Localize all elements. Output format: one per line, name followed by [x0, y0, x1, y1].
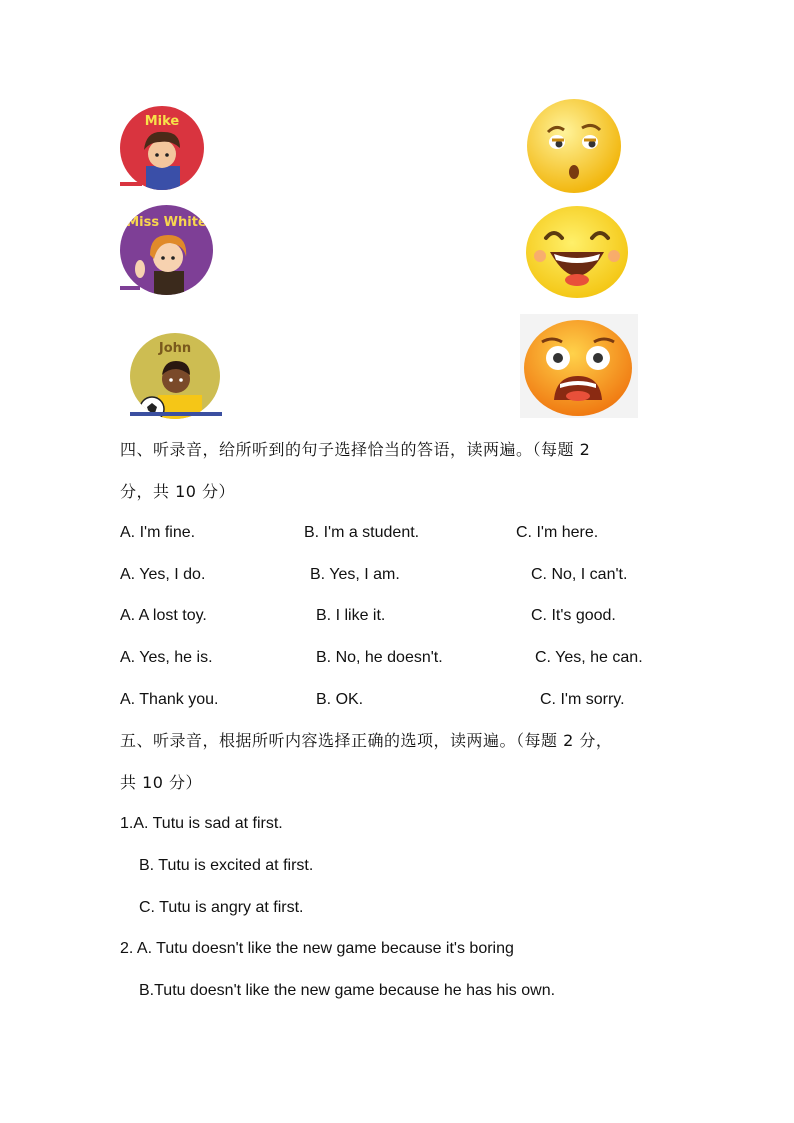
s4-row1-option-c: C. I'm here. — [516, 524, 599, 541]
s5-q2-option-a: 2. A. Tutu doesn't like the new game because it's boring — [120, 940, 514, 957]
boy-illustration-icon — [120, 106, 204, 190]
s4-row5-option-c: C. I'm sorry. — [540, 691, 625, 708]
avatar-name-john: John — [158, 341, 192, 356]
s4-row3-option-c: C. It's good. — [531, 607, 616, 624]
avatar-name-miss-white: Miss White — [126, 215, 207, 230]
s4-row4-option-b: B. No, he doesn't. — [316, 649, 443, 666]
s5-q1-option-b: B. Tutu is excited at first. — [139, 857, 314, 874]
avatar-john — [130, 333, 220, 419]
teacher-illustration-icon — [120, 205, 213, 295]
section4-heading-line2: 分，共 10 分） — [120, 482, 236, 501]
confused-face-icon — [524, 96, 624, 196]
s4-row4-option-c: C. Yes, he can. — [535, 649, 643, 666]
avatar-miss-white — [120, 205, 213, 295]
s4-row1-option-a: A. I'm fine. — [120, 524, 196, 541]
s4-row5-option-b: B. OK. — [316, 691, 364, 708]
s5-q1-option-c: C. Tutu is angry at first. — [139, 899, 304, 916]
s4-row1-option-b: B. I'm a student. — [304, 524, 420, 541]
section5-heading-line2: 共 10 分） — [120, 773, 203, 792]
avatar-base-miss-white — [120, 286, 140, 290]
boy-with-ball-illustration-icon — [130, 333, 220, 419]
avatar-mike — [120, 106, 204, 190]
avatar-base-mike — [120, 182, 142, 186]
s5-q2-option-b: B.Tutu doesn't like the new game because he has his own. — [139, 982, 556, 999]
s4-row3-option-a: A. A lost toy. — [120, 607, 207, 624]
avatar-base-john — [130, 412, 222, 416]
section4-heading-line1: 四、听录音，给所听到的句子选择恰当的答语，读两遍。（每题 2 — [120, 440, 591, 459]
s4-row5-option-a: A. Thank you. — [120, 691, 219, 708]
s4-row2-option-b: B. Yes, I am. — [310, 566, 400, 583]
scared-face-icon — [520, 314, 638, 418]
s5-q1-option-a: 1.A. Tutu is sad at first. — [120, 815, 283, 832]
s4-row3-option-b: B. I like it. — [316, 607, 386, 624]
avatar-name-mike: Mike — [144, 114, 180, 129]
laughing-face-icon — [524, 204, 630, 300]
s4-row2-option-a: A. Yes, I do. — [120, 566, 206, 583]
s4-row4-option-a: A. Yes, he is. — [120, 649, 213, 666]
section5-heading-line1: 五、听录音，根据所听内容选择正确的选项，读两遍。（每题 2 分， — [120, 731, 613, 750]
s4-row2-option-c: C. No, I can't. — [531, 566, 628, 583]
